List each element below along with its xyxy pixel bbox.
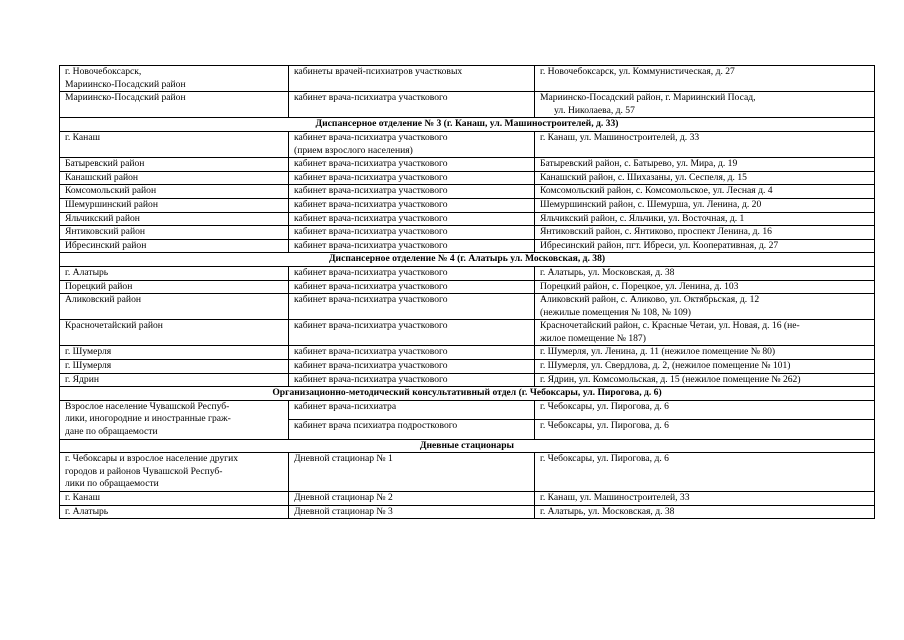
cabinet-cell bbox=[289, 505, 535, 519]
cell-text: лики, иногородние и иностранные граж- bbox=[65, 413, 231, 425]
locality-cell bbox=[60, 505, 289, 519]
cell-text: Дневной стационар № 2 bbox=[294, 492, 393, 503]
table-row bbox=[60, 346, 875, 360]
address-cell bbox=[535, 280, 875, 294]
cell-text: г. Алатырь bbox=[65, 505, 109, 517]
table-row bbox=[60, 266, 875, 280]
locality-cell bbox=[60, 373, 289, 387]
table-row bbox=[60, 198, 875, 212]
table-row bbox=[60, 400, 875, 419]
table-row bbox=[60, 226, 875, 240]
address-cell bbox=[535, 198, 875, 212]
address-cell bbox=[535, 266, 875, 280]
table-row bbox=[60, 185, 875, 199]
address-cell bbox=[535, 453, 875, 492]
locality-cell bbox=[60, 492, 289, 506]
cabinet-cell bbox=[289, 280, 535, 294]
locality-cell bbox=[60, 346, 289, 360]
cell-text: Красночетайский район bbox=[65, 320, 163, 332]
table-row bbox=[60, 360, 875, 374]
section-header-row bbox=[60, 439, 875, 453]
cabinet-cell bbox=[289, 185, 535, 199]
locality-cell bbox=[60, 266, 289, 280]
cell-text: Канашский район bbox=[65, 171, 139, 183]
section-title: Организационно-методический консультативный отдел (г. Чебоксары, ул. Пирогова, д. 6) bbox=[60, 387, 875, 401]
cabinet-cell bbox=[289, 226, 535, 240]
cell-text: дане по обращаемости bbox=[65, 426, 158, 438]
cabinet-cell bbox=[289, 212, 535, 226]
table-row bbox=[60, 280, 875, 294]
cell-text: г. Канаш, ул. Машиностроителей, 33 bbox=[540, 492, 690, 503]
locality-cell bbox=[60, 320, 289, 346]
cell-text: г. Новочебоксарск, bbox=[65, 66, 142, 77]
cell-text: г. Чебоксары и взрослое население других bbox=[65, 453, 239, 465]
address-cell bbox=[535, 171, 875, 185]
address-cell bbox=[535, 158, 875, 172]
section-header-row bbox=[60, 387, 875, 401]
cell-text: ул. Николаева, д. 57 bbox=[554, 104, 635, 116]
locality-cell bbox=[60, 92, 289, 118]
cabinet-cell bbox=[289, 420, 535, 439]
table-row bbox=[60, 239, 875, 253]
cell-text: г. Канаш bbox=[65, 492, 100, 503]
cabinet-cell bbox=[289, 66, 535, 92]
cell-text: Дневной стационар № 3 bbox=[294, 505, 393, 517]
address-cell bbox=[535, 373, 875, 387]
cell-text: Янтиковский район bbox=[65, 226, 146, 238]
cell-text: г. Шумерля bbox=[65, 346, 112, 358]
address-cell bbox=[535, 131, 875, 157]
cell-text: г. Чебоксары, ул. Пирогова, д. 6 bbox=[540, 400, 669, 412]
cell-text: кабинет врача-психиатра участкового bbox=[294, 185, 448, 197]
section-header-row bbox=[60, 118, 875, 132]
cell-text: Дневной стационар № 1 bbox=[294, 453, 393, 465]
cell-text: (прием взрослого населения) bbox=[294, 144, 413, 156]
facilities-table bbox=[59, 65, 875, 519]
locality-cell bbox=[60, 185, 289, 199]
cabinet-cell bbox=[289, 239, 535, 253]
locality-cell bbox=[60, 400, 289, 439]
cell-text: кабинет врача-психиатра участкового bbox=[294, 212, 448, 224]
table-row bbox=[60, 320, 875, 346]
section-title: Диспансерное отделение № 3 (г. Канаш, ул. Машиностроителей, д. 33) bbox=[60, 118, 875, 132]
cabinet-cell bbox=[289, 373, 535, 387]
cabinet-cell bbox=[289, 360, 535, 374]
locality-cell bbox=[60, 226, 289, 240]
cell-text: Комсомольский район bbox=[65, 185, 157, 197]
cell-text: Яльчикский район, с. Яльчики, ул. Восточная, д. 1 bbox=[540, 212, 745, 224]
address-cell bbox=[535, 420, 875, 439]
cell-text: Взрослое население Чувашской Респуб- bbox=[65, 400, 230, 412]
cell-text: Мариинско-Посадский район bbox=[65, 92, 186, 104]
cabinet-cell bbox=[289, 171, 535, 185]
cell-text: Аликовский район bbox=[65, 294, 142, 306]
address-cell bbox=[535, 492, 875, 506]
table-row bbox=[60, 294, 875, 320]
cell-text: кабинет врача-психиатра участкового bbox=[294, 226, 448, 238]
cabinet-cell bbox=[289, 266, 535, 280]
table-row bbox=[60, 171, 875, 185]
cell-text: г. Ядрин bbox=[65, 373, 99, 385]
cell-text: г. Канаш bbox=[65, 131, 100, 143]
cell-text: г. Алатырь, ул. Московская, д. 38 bbox=[540, 266, 675, 278]
cell-text: (нежилые помещения № 108, № 109) bbox=[540, 306, 691, 318]
cell-text: Батыревский район, с. Батырево, ул. Мира, д. 19 bbox=[540, 158, 738, 170]
cell-text: г. Шумерля, ул. Свердлова, д. 2, (нежилое помещение № 101) bbox=[540, 360, 791, 372]
locality-cell bbox=[60, 171, 289, 185]
cell-text: г. Шумерля, ул. Ленина, д. 11 (нежилое помещение № 80) bbox=[540, 346, 776, 358]
cell-text: кабинет врача-психиатра bbox=[294, 400, 397, 412]
cell-text: Янтиковский район, с. Янтиково, проспект Ленина, д. 16 bbox=[540, 226, 772, 238]
cabinet-cell bbox=[289, 400, 535, 419]
cabinet-cell bbox=[289, 320, 535, 346]
locality-cell bbox=[60, 198, 289, 212]
cell-text: кабинет врача-психиатра участкового bbox=[294, 131, 448, 143]
address-cell bbox=[535, 185, 875, 199]
cell-text: Батыревский район bbox=[65, 158, 145, 170]
cell-text: кабинет врача-психиатра участкового bbox=[294, 239, 448, 251]
address-cell bbox=[535, 66, 875, 92]
locality-cell bbox=[60, 131, 289, 157]
locality-cell bbox=[60, 294, 289, 320]
cell-text: Яльчикский район bbox=[65, 212, 140, 224]
cell-text: г. Канаш, ул. Машиностроителей, д. 33 bbox=[540, 131, 700, 143]
cell-text: г. Ядрин, ул. Комсомольская, д. 15 (нежилое помещение № 262) bbox=[540, 373, 801, 385]
cell-text: Ибресинский район bbox=[65, 239, 147, 251]
cell-text: кабинет врача-психиатра участкового bbox=[294, 346, 448, 358]
address-cell bbox=[535, 226, 875, 240]
cell-text: Порецкий район bbox=[65, 280, 133, 292]
address-cell bbox=[535, 239, 875, 253]
cell-text: г. Чебоксары, ул. Пирогова, д. 6 bbox=[540, 453, 669, 465]
cell-text: кабинет врача-психиатра участкового bbox=[294, 373, 448, 385]
cell-text: г. Алатырь, ул. Московская, д. 38 bbox=[540, 505, 675, 517]
cell-text: кабинет врача-психиатра участкового bbox=[294, 320, 448, 332]
address-cell bbox=[535, 346, 875, 360]
cell-text: Комсомольский район, с. Комсомольское, ул. Лесная д. 4 bbox=[540, 185, 773, 197]
locality-cell bbox=[60, 280, 289, 294]
table-row bbox=[60, 212, 875, 226]
locality-cell bbox=[60, 212, 289, 226]
cabinet-cell bbox=[289, 294, 535, 320]
section-header-row bbox=[60, 253, 875, 267]
table-row bbox=[60, 492, 875, 506]
table-row bbox=[60, 66, 875, 92]
cell-text: Мариинско-Посадский район, г. Мариинский Посад, bbox=[540, 92, 756, 104]
cell-text: городов и районов Чувашской Респуб- bbox=[65, 465, 223, 477]
cell-text: Ибресинский район, пгт. Ибреси, ул. Кооперативная, д. 27 bbox=[540, 239, 779, 251]
cell-text: г. Чебоксары, ул. Пирогова, д. 6 bbox=[540, 420, 669, 432]
cabinet-cell bbox=[289, 158, 535, 172]
locality-cell bbox=[60, 360, 289, 374]
address-cell bbox=[535, 505, 875, 519]
table-row bbox=[60, 373, 875, 387]
cabinet-cell bbox=[289, 346, 535, 360]
cell-text: кабинет врача-психиатра участкового bbox=[294, 280, 448, 292]
table-row bbox=[60, 92, 875, 118]
cell-text: Шемуршинский район, с. Шемурша, ул. Ленина, д. 20 bbox=[540, 198, 762, 210]
cabinet-cell bbox=[289, 453, 535, 492]
cell-text: Красночетайский район, с. Красные Четаи, ул. Новая, д. 16 (не- bbox=[540, 320, 800, 332]
address-cell bbox=[535, 400, 875, 419]
cell-text: кабинет врача-психиатра участкового bbox=[294, 198, 448, 210]
table-row bbox=[60, 131, 875, 157]
cabinet-cell bbox=[289, 92, 535, 118]
cell-text: кабинет врача психиатра подросткового bbox=[294, 420, 458, 432]
section-title: Диспансерное отделение № 4 (г. Алатырь ул. Московская, д. 38) bbox=[60, 253, 875, 267]
address-cell bbox=[535, 360, 875, 374]
table-row bbox=[60, 453, 875, 492]
address-cell bbox=[535, 294, 875, 320]
address-cell bbox=[535, 92, 875, 118]
address-cell bbox=[535, 212, 875, 226]
cell-text: кабинет врача-психиатра участкового bbox=[294, 158, 448, 170]
table-row bbox=[60, 505, 875, 519]
cell-text: Аликовский район, с. Аликово, ул. Октябрьская, д. 12 bbox=[540, 294, 760, 306]
cell-text: кабинет врача-психиатра участкового bbox=[294, 92, 448, 104]
locality-cell bbox=[60, 239, 289, 253]
cell-text: кабинет врача-психиатра участкового bbox=[294, 294, 448, 306]
section-title: Дневные стационары bbox=[60, 439, 875, 453]
cell-text: г. Шумерля bbox=[65, 360, 112, 372]
cell-text: г. Новочебоксарск, ул. Коммунистическая, д. 27 bbox=[540, 66, 735, 77]
table-row bbox=[60, 158, 875, 172]
cell-text: Шемуршинский район bbox=[65, 198, 158, 210]
locality-cell bbox=[60, 66, 289, 92]
locality-cell bbox=[60, 158, 289, 172]
cell-text: лики по обращаемости bbox=[65, 478, 159, 490]
cell-text: кабинеты врачей-психиатров участковых bbox=[294, 66, 463, 77]
cell-text: жилое помещение № 187) bbox=[540, 332, 646, 344]
cell-text: Порецкий район, с. Порецкое, ул. Ленина, д. 103 bbox=[540, 280, 739, 292]
cell-text: кабинет врача-психиатра участкового bbox=[294, 171, 448, 183]
cell-text: Мариинско-Посадский район bbox=[65, 78, 186, 90]
cell-text: г. Алатырь bbox=[65, 266, 109, 278]
locality-cell bbox=[60, 453, 289, 492]
cabinet-cell bbox=[289, 198, 535, 212]
cabinet-cell bbox=[289, 131, 535, 157]
cell-text: кабинет врача-психиатра участкового bbox=[294, 360, 448, 372]
address-cell bbox=[535, 320, 875, 346]
cell-text: кабинет врача-психиатра участкового bbox=[294, 266, 448, 278]
cell-text: Канашский район, с. Шихазаны, ул. Сеспеля, д. 15 bbox=[540, 171, 747, 183]
cabinet-cell bbox=[289, 492, 535, 506]
